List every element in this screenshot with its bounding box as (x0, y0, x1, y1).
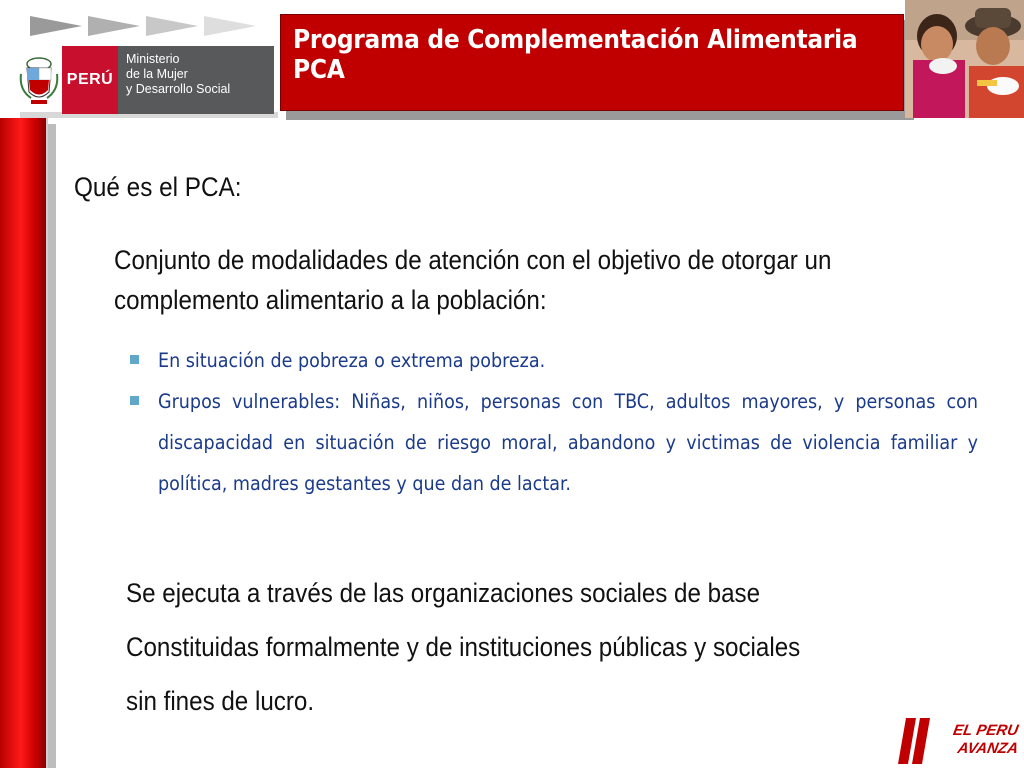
list-item (128, 340, 978, 381)
slide-title (280, 14, 904, 111)
closing-line-3: sin fines de lucro. (126, 686, 315, 716)
ministry-name (118, 46, 274, 114)
arrow-decoration-icon (30, 14, 260, 38)
definition-text: Conjunto de modalidades de atención con el objetivo de otorgar un complemento alimentario a la población: (114, 245, 832, 315)
closing-line-2: Constituidas formalmente y de instituciones públicas y sociales (126, 632, 801, 662)
bullet-text: Grupos vulnerables: Niñas, niños, personas con TBC, adultos mayores, y personas con discapacidad en situación de riesgo moral, abandono y victimas de violencia familiar y política, madres gestantes y que dan de lactar. (158, 390, 978, 495)
children-photo (905, 0, 1024, 118)
peru-label: PERÚ (62, 46, 118, 114)
bullet-list (128, 340, 978, 504)
ministry-line-2: de la Mujer (126, 67, 188, 81)
square-bullet-icon (130, 396, 139, 405)
square-bullet-icon (130, 355, 139, 364)
avanza-line-2: AVANZA (956, 740, 1020, 757)
ministry-logo (16, 46, 274, 114)
el-peru-avanza-logo (898, 716, 1018, 766)
bullet-text: En situación de pobreza o extrema pobreza. (158, 349, 546, 372)
title-line-1: Programa de Complementación Alimentaria (293, 25, 858, 55)
section-heading: Qué es el PCA: (74, 172, 242, 202)
closing-paragraph (126, 566, 976, 728)
ministry-line-3: y Desarrollo Social (126, 82, 231, 96)
coat-of-arms-icon (16, 46, 62, 114)
ministry-line-1: Ministerio (126, 52, 180, 66)
left-decorative-bar (0, 118, 48, 768)
title-line-2: PCA (293, 55, 345, 85)
closing-line-1: Se ejecuta a través de las organizaciones sociales de base (126, 578, 761, 608)
list-item (128, 381, 978, 504)
avanza-line-1: EL PERU (951, 722, 1020, 739)
